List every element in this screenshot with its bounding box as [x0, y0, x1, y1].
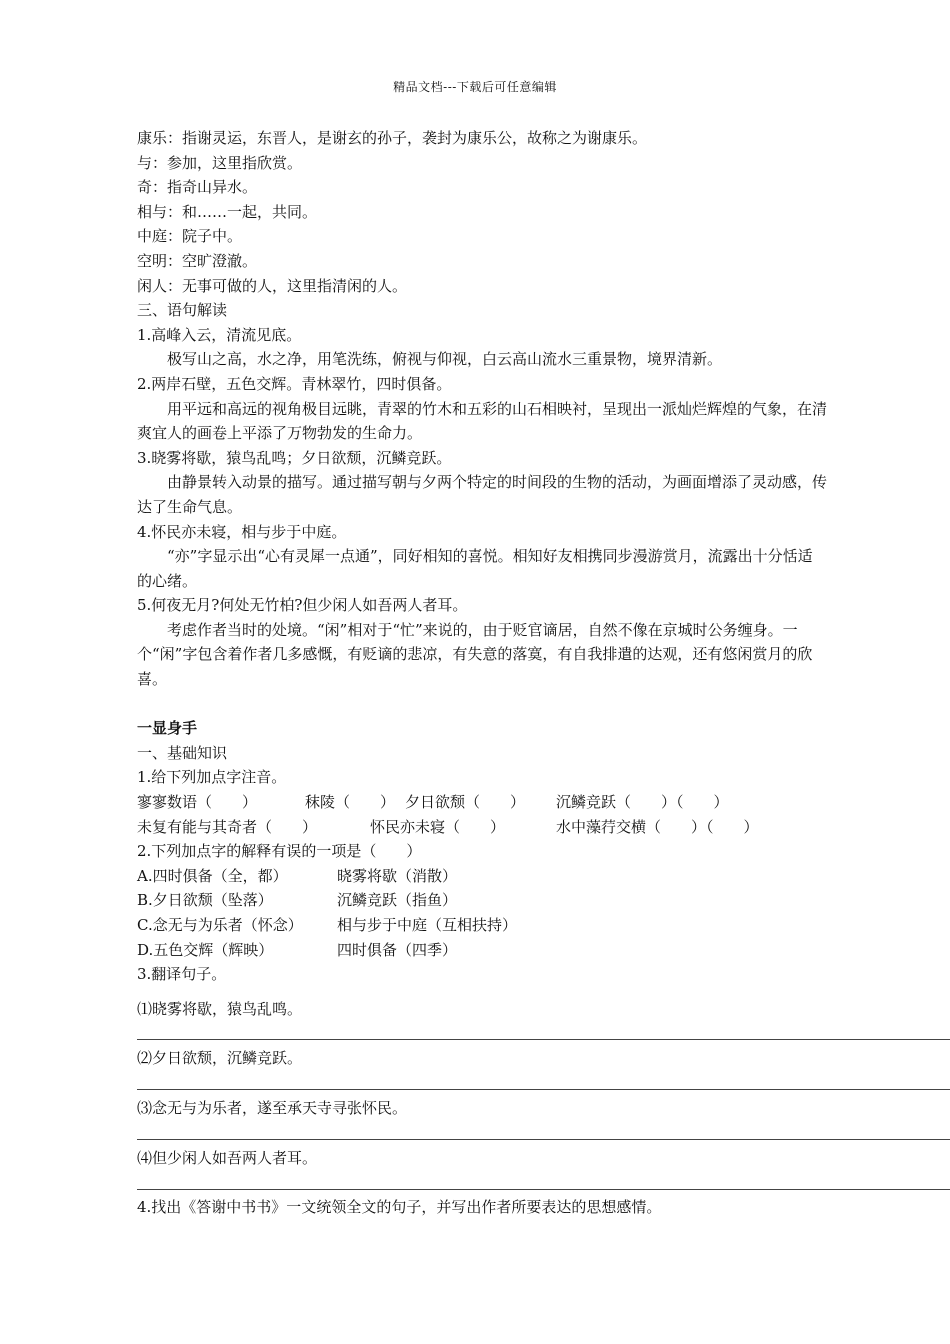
glossary-item: 空明：空旷澄澈。 [137, 251, 258, 270]
sentence-question: 4.怀民亦未寝，相与步于中庭。 [137, 522, 347, 541]
sentence-question: 1.高峰入云，清流见底。 [137, 325, 302, 344]
page-header: 精品文档---下载后可任意编辑 [393, 80, 557, 94]
sentence-answer: 极写山之高，水之净，用笔洗练，俯视与仰视，白云高山流水三重景物，境界清新。 [167, 350, 723, 369]
answer-line[interactable] [137, 1039, 950, 1040]
option-text: D.五色交辉（辉映） [137, 940, 274, 959]
glossary-item: 中庭：院子中。 [137, 227, 243, 246]
sentence-answer: 考虑作者当时的处境。“闲”相对于“忙”来说的，由于贬官谪居，自然不像在京城时公务缠身。一个“闲”字包含着作者几多感慨，有贬谪的悲凉，有失意的落寞，有自我排遣的达观，还有悠闲赏月的欣喜。 [137, 620, 813, 689]
question-title: 3.翻译句子。 [137, 965, 227, 984]
section-heading: 三、语句解读 [137, 301, 228, 320]
question-title: 1.给下列加点字注音。 [137, 768, 287, 787]
pinyin-blank[interactable]: 怀民亦未寝（ ） [370, 817, 506, 836]
option-text: B.夕日欲颓（坠落） [137, 891, 273, 910]
question-title: 2.下列加点字的解释有误的一项是（ ） [137, 842, 422, 861]
glossary-item: 奇：指奇山异水。 [137, 178, 258, 197]
sentence-question: 3.晓雾将歇，猿鸟乱鸣；夕日欲颓，沉鳞竞跃。 [137, 448, 452, 467]
pinyin-blank[interactable]: 水中藻荇交横（ ）（ ） [556, 817, 759, 836]
sentence-answer: 由静景转入动景的描写。通过描写朝与夕两个特定的时间段的生物的活动，为画面增添了灵动感，传达了生命气息。 [137, 473, 828, 516]
glossary-list [137, 126, 827, 298]
glossary-item: 闲人：无事可做的人，这里指清闲的人。 [137, 276, 408, 295]
sentence-answer: 用平远和高远的视角极目远眺，青翠的竹木和五彩的山石相映衬，呈现出一派灿烂辉煌的气象，在清爽宜人的画卷上平添了万物勃发的生命力。 [137, 399, 828, 443]
sentence-answer: “亦”字显示出“心有灵犀一点通”，同好相知的喜悦。相知好友相携同步漫游赏月，流露出十分恬适的心绪。 [137, 547, 813, 590]
option-text: 相与步于中庭（互相扶持） [337, 916, 518, 934]
pinyin-row-1 [137, 790, 827, 815]
pinyin-blank[interactable]: 沉鳞竞跃（ ）（ ） [556, 793, 729, 812]
question-title: 4.找出《答谢中书书》一文统领全文的句子，并写出作者所要表达的思想感情。 [137, 1198, 662, 1216]
glossary-item: 与：参加，这里指欣赏。 [137, 153, 303, 172]
option-text: 四时俱备（四季） [337, 940, 458, 959]
option-text: 晓雾将歇（消散） [337, 866, 458, 885]
pinyin-blank[interactable]: 未复有能与其奇者（ ） [137, 817, 318, 836]
glossary-item: 相与：和……一起，共同。 [137, 202, 318, 221]
option-b[interactable] [137, 888, 827, 913]
sentence-question: 5.何夜无月?何处无竹柏?但少闲人如吾两人者耳。 [137, 596, 468, 615]
option-text: A.四时俱备（全，都） [137, 866, 288, 885]
practice-heading: 一显身手 [137, 719, 198, 738]
sentence-analysis [137, 323, 827, 692]
translate-item: ⑵夕日欲颓，沉鳞竞跃。 [137, 1049, 303, 1067]
answer-line[interactable] [137, 1139, 950, 1140]
pinyin-blank[interactable]: 夕日欲颓（ ） [405, 793, 526, 812]
option-a[interactable] [137, 864, 827, 889]
glossary-item: 康乐：指谢灵运，东晋人，是谢玄的孙子，袭封为康乐公，故称之为谢康乐。 [137, 129, 648, 147]
option-text: C.念无与为乐者（怀念） [137, 916, 303, 934]
answer-line[interactable] [137, 1089, 950, 1090]
spacer [137, 692, 827, 717]
pinyin-blank[interactable]: 寥寥数语（ ） [137, 793, 258, 812]
option-d[interactable] [137, 938, 827, 963]
option-text: 沉鳞竞跃（指鱼） [337, 891, 458, 910]
translate-item: ⑴晓雾将歇，猿鸟乱鸣。 [137, 1000, 303, 1018]
translate-item: ⑶念无与为乐者，遂至承天寺寻张怀民。 [137, 1099, 408, 1117]
option-c[interactable] [137, 913, 827, 938]
pinyin-blank[interactable]: 秣陵（ ） [305, 793, 396, 812]
answer-line[interactable] [137, 1189, 950, 1190]
translate-item: ⑷但少闲人如吾两人者耳。 [137, 1149, 318, 1167]
sentence-question: 2.两岸石壁，五色交辉。青林翠竹，四时俱备。 [137, 374, 452, 393]
document-body [137, 126, 827, 987]
pinyin-row-2 [137, 815, 827, 840]
section-heading: 一、基础知识 [137, 743, 228, 762]
